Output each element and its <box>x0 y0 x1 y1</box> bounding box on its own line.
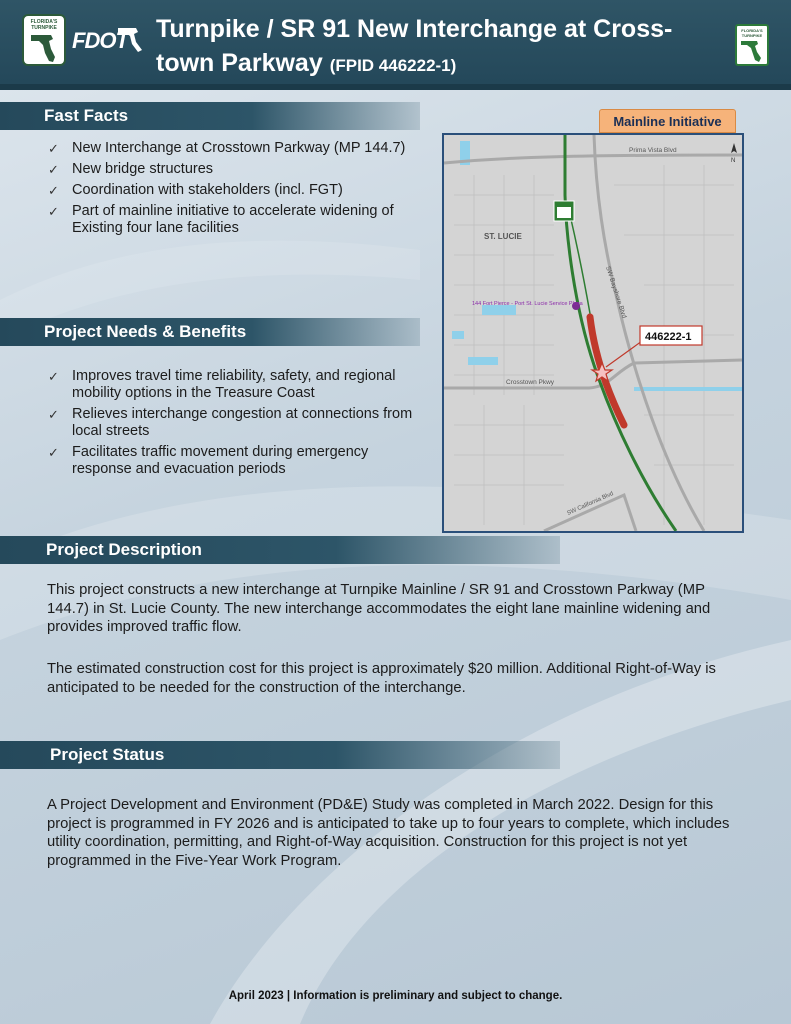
turnpike-logo-right-text: FLORIDA'S TURNPIKE <box>741 28 763 38</box>
map-svg <box>444 135 742 531</box>
label-bayshore: SW Bayshore Blvd <box>604 265 628 320</box>
description-heading: Project Description <box>0 536 560 564</box>
mainline-initiative-tag: Mainline Initiative <box>599 109 736 133</box>
list-item <box>48 182 438 199</box>
page-title <box>156 12 696 83</box>
list-item <box>48 368 428 402</box>
turnpike-logo-right <box>735 24 769 66</box>
fast-facts-list <box>48 140 438 241</box>
list-item-text: Relieves interchange congestion at connections from local streets <box>72 406 413 439</box>
florida-shape-icon <box>25 31 65 65</box>
check-icon: ✓ <box>48 141 59 156</box>
turnpike-logo <box>22 14 66 66</box>
title-fpid: (FPID 446222-1) <box>329 56 457 75</box>
footer-note: April 2023 | Information is preliminary and subject to change. <box>228 990 563 1002</box>
label-st-lucie: ST. LUCIE <box>484 232 522 241</box>
label-california: SW California Blvd <box>566 491 615 517</box>
list-item <box>48 406 428 440</box>
check-icon: ✓ <box>48 204 59 219</box>
title-text: Turnpike / SR 91 New Interchange at Cross-town Parkway <box>156 15 673 77</box>
header-underline <box>0 84 791 90</box>
page-header <box>0 0 791 84</box>
status-para: A Project Development and Environment (PD&E) Study was completed in March 2022. Design for this project is programmed in FY 2026 and is anticipated to take up to four years to complete, which includes utility coordination, permitting, and Right-of-Way acquisition. Construction for this project is not yet programmed in the Five-Year Work Program. <box>47 797 730 869</box>
list-item <box>48 161 438 178</box>
check-icon: ✓ <box>48 183 59 198</box>
needs-heading: Project Needs & Benefits <box>0 318 420 346</box>
list-item-text: New bridge structures <box>72 161 214 177</box>
list-item-text: New Interchange at Crosstown Parkway (MP 144.7) <box>72 140 406 156</box>
list-item <box>48 140 438 157</box>
fdot-florida-icon <box>116 24 146 54</box>
fdot-logo <box>72 24 144 60</box>
description-para-1: This project constructs a new interchange at Turnpike Mainline / SR 91 and Crosstown Parkway (MP 144.7) in St. Lucie County. The new interchange accommodates the eight lane mainline widening and provides improved traffic flow. <box>47 582 711 635</box>
project-map <box>442 133 744 533</box>
list-item <box>48 444 428 478</box>
list-item-text: Coordination with stakeholders (incl. FGT) <box>72 182 343 198</box>
label-service-plaza-text: 144 Fort Pierce - Port St. Lucie Service Plaza <box>472 301 583 307</box>
turnpike-logo-text: FLORIDA'S TURNPIKE <box>30 19 58 31</box>
list-item-text: Part of mainline initiative to accelerate widening of Existing four lane facilities <box>72 203 394 236</box>
check-icon: ✓ <box>48 445 59 460</box>
check-icon: ✓ <box>48 162 59 177</box>
fast-facts-heading: Fast Facts <box>0 102 420 130</box>
check-icon: ✓ <box>48 369 59 384</box>
label-north: N <box>731 158 736 164</box>
list-item-text: Improves travel time reliability, safety, and regional mobility options in the Treasure Coast <box>72 368 396 401</box>
list-item <box>48 203 438 237</box>
list-item-text: Facilitates traffic movement during emergency response and evacuation periods <box>72 444 369 477</box>
florida-shape-icon-right <box>737 38 767 64</box>
description-para-2: The estimated construction cost for this project is approximately $20 million. Additional Right-of-Way is anticipated to be needed for the construction of the interchange. <box>47 661 716 696</box>
label-service-plaza <box>472 301 584 307</box>
check-icon: ✓ <box>48 407 59 422</box>
label-prima-vista: Prima Vista Blvd <box>629 147 677 154</box>
needs-list <box>48 368 428 482</box>
fdot-logo-text: FDOT <box>72 28 128 53</box>
label-crosstown: Crosstown Pkwy <box>506 379 555 386</box>
label-project-id: 446222-1 <box>645 331 692 343</box>
status-heading: Project Status <box>0 741 560 769</box>
